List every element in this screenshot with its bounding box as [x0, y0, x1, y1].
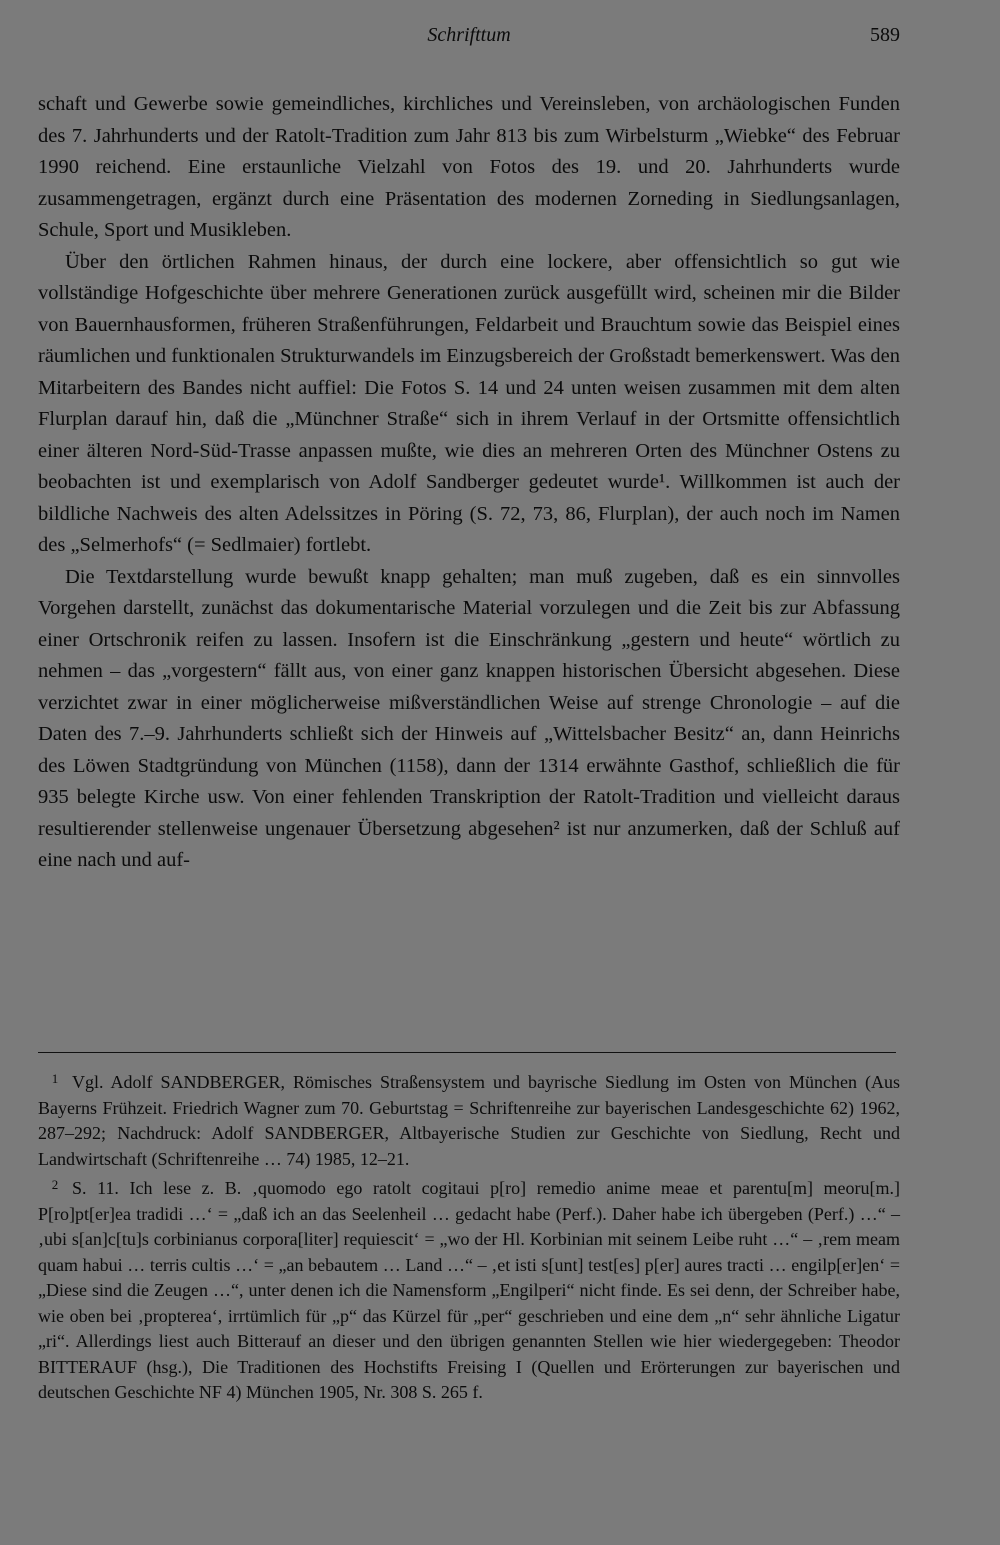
footnote-text: S. 11. Ich lese z. B. ‚quomodo ego ratolt cogitaui p[ro] remedio anime meae et parentu[m] meoru[m.] P[ro]pt[er]ea tradidi …‘ = „daß ich an das Seelenheil … gedacht habe (Perf.). Daher habe ich übergeben (Perf.) …“ – ‚ubi s[an]c[tu]s corbinianus corpora[liter] requiescit‘ = „wo der Hl. Korbinian mit seinem Leibe ruht …“ – ‚rem meam quam habui … terris cultis …‘ = „an bebautem … Land …“ – ‚et isti s[unt] test[es] p[er] aures tracti … engilp[er]en‘ = „Diese sind die Zeugen …“, unter denen ich die Namensform „Engilperi“ nicht finde. Es sei denn, der Schreiber habe, wie oben bei ‚propterea‘, irrtümlich für „p“ das Kürzel für „per“ geschrieben und eine dem „n“ sehr ähnliche Ligatur „ri“. Allerdings liest auch Bitterauf an dieser und den übrigen genannten Stellen wie hier wiedergegeben: Theodor BITTERAUF (hsg.), Die Traditionen des Hochstifts Freising I (Quellen und Erörterungen zur bayerischen und deutschen Geschichte NF 4) München 1905, Nr. 308 S. 265 f.	[38, 1178, 900, 1402]
paragraph-3: Die Textdarstellung wurde bewußt knapp gehalten; man muß zugeben, daß es ein sinnvolles Vorgehen darstellt, zunächst das dokumentarische Material vorzulegen und die Zeit bis zur Abfassung einer Ortschronik reifen zu lassen. Insofern ist die Einschränkung „gestern und heute“ wörtlich zu nehmen – das „vorgestern“ fällt aus, von einer ganz knappen historischen Übersicht abgesehen. Diese verzichtet zwar in einer möglicherweise mißverständlichen Weise auf strenge Chronologie – auf die Daten des 7.–9. Jahrhunderts schließt sich der Hinweis auf „Wittelsbacher Besitz“ an, dann Heinrichs des Löwen Stadtgründung von München (1158), dann der 1314 erwähnte Gasthof, schließlich die für 935 belegte Kirche usw. Von einer fehlenden Transkription der Ratolt-Tradition und vielleicht daraus resultierender stellenweise ungenauer Übersetzung abgesehen² ist nur anzumerken, daß der Schluß auf eine nach und auf-	[38, 565, 900, 871]
footnote-2	[38, 1172, 900, 1406]
main-text	[38, 89, 900, 877]
paragraph-1: schaft und Gewerbe sowie gemeindliches, kirchliches und Vereinsleben, von archäologischen Funden des 7. Jahrhunderts und der Ratolt-Tradition zum Jahr 813 bis zum Wirbelsturm „Wiebke“ des Februar 1990 reichend. Eine erstaunliche Vielzahl von Fotos des 19. und 20. Jahrhunderts wurde zusammengetragen, ergänzt durch eine Präsentation des modernen Zorneding in Siedlungsanlagen, Schule, Sport und Musikleben.	[38, 93, 900, 241]
footnote-separator	[38, 1052, 896, 1053]
footnote-1	[38, 1066, 900, 1172]
running-title: Schrifttum	[427, 24, 511, 46]
footnote-marker: 2	[51, 1177, 59, 1192]
page-header	[38, 24, 900, 56]
footnote-text: Vgl. Adolf SANDBERGER, Römisches Straßensystem und bayrische Siedlung im Osten von München (Aus Bayerns Frühzeit. Friedrich Wagner zum 70. Geburtstag = Schriftenreihe zur bayerischen Landesgeschichte 62) 1962, 287–292; Nachdruck: Adolf SANDBERGER, Altbayerische Studien zur Geschichte von Siedlung, Recht und Landwirtschaft (Schriftenreihe … 74) 1985, 12–21.	[38, 1072, 900, 1169]
page-number: 589	[870, 24, 900, 46]
paragraph-2: Über den örtlichen Rahmen hinaus, der durch eine lockere, aber offensichtlich so gut wie vollständige Hofgeschichte über mehrere Generationen zurück ausgefüllt wird, scheinen mir die Bilder von Bauernhausformen, früheren Straßenführungen, Feldarbeit und Brauchtum sowie das Beispiel eines räumlichen und funktionalen Strukturwandels im Einzugsbereich der Großstadt bemerkenswert. Was den Mitarbeitern des Bandes nicht auffiel: Die Fotos S. 14 und 24 unten weisen zusammen mit dem alten Flurplan darauf hin, daß die „Münchner Straße“ sich in ihrem Verlauf in der Ortsmitte offensichtlich einer älteren Nord-Süd-Trasse anpassen mußte, wie dies an mehreren Orten des Münchner Ostens zu beobachten ist und exemplarisch von Adolf Sandberger gedeutet wurde¹. Willkommen ist auch der bildliche Nachweis des alten Adelssitzes in Pöring (S. 72, 73, 86, Flurplan), der auch noch im Namen des „Selmerhofs“ (= Sedlmaier) fortlebt.	[38, 250, 900, 556]
footnotes	[38, 1066, 900, 1406]
footnote-marker: 1	[51, 1071, 59, 1086]
book-page	[38, 0, 900, 1545]
